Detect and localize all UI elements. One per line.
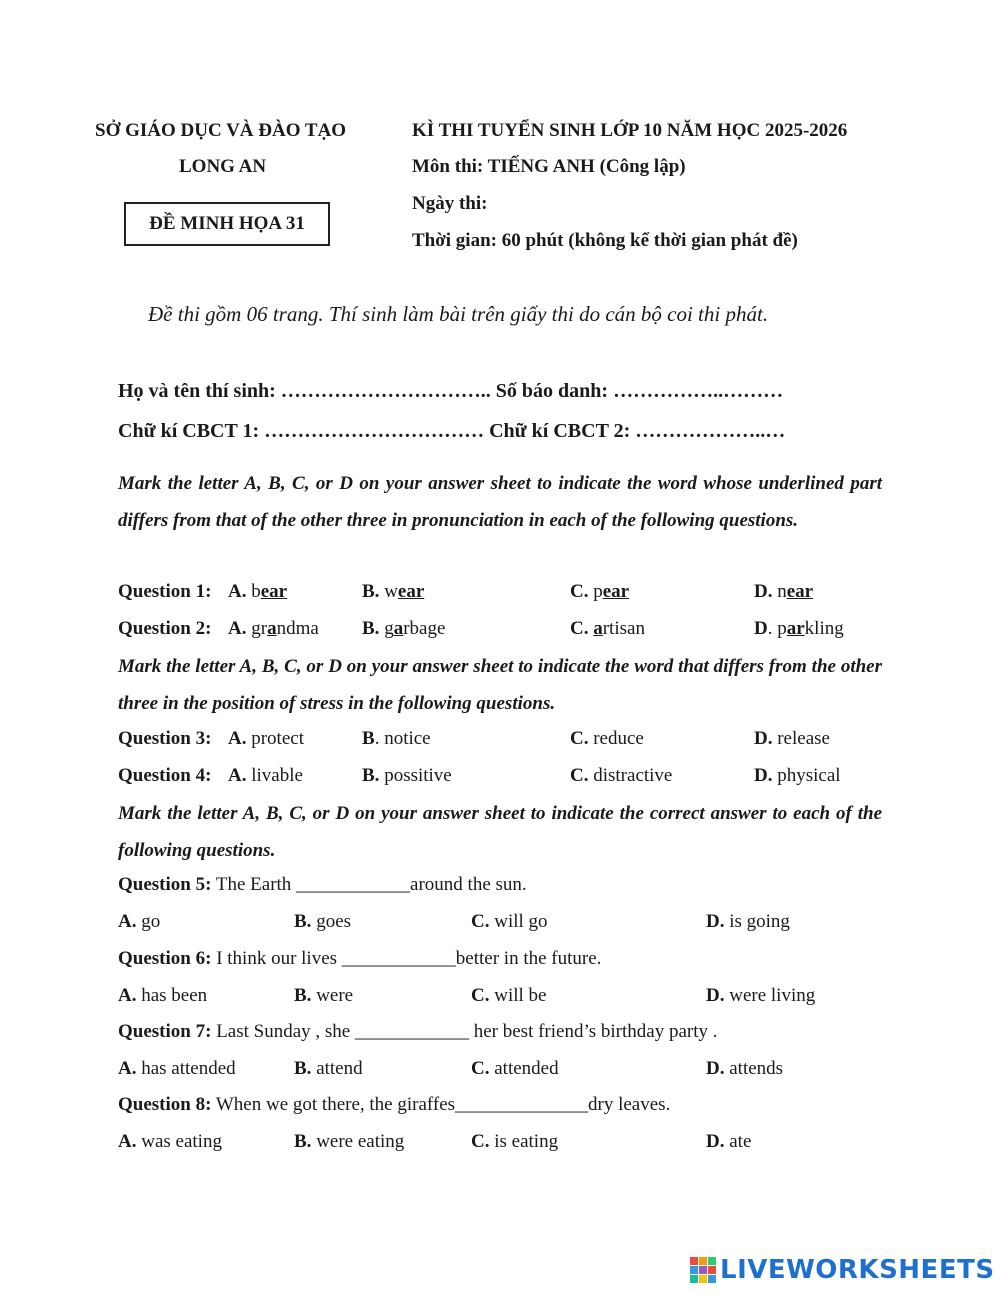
option-d: D. were living: [706, 985, 816, 1006]
option-a: A. has attended: [118, 1058, 236, 1079]
exam-duration: Thời gian: 60 phút (không kể thời gian phát đề): [412, 230, 798, 251]
liveworksheets-logo[interactable]: [690, 1255, 995, 1285]
option-b: B. wear: [362, 581, 425, 602]
exam-note: Đề thi gồm 06 trang. Thí sinh làm bài trên giấy thi do cán bộ coi thi phát.: [148, 302, 769, 326]
logo-text: LIVEWORKSHEETS: [720, 1255, 995, 1285]
exam-date: Ngày thi:: [412, 193, 488, 214]
question-text: The Earth ____________around the sun.: [215, 874, 527, 895]
option-c: C. pear: [570, 581, 630, 602]
option-b: B. possitive: [362, 765, 452, 786]
option-d: D. release: [754, 728, 830, 749]
option-c: C. is eating: [471, 1131, 559, 1152]
question-label: Question 2:: [118, 618, 212, 639]
option-a: A. livable: [228, 765, 303, 786]
option-c: C. artisan: [570, 618, 645, 639]
question-text: When we got there, the giraffes______________dry leaves.: [215, 1094, 671, 1115]
option-b: B. were: [294, 985, 354, 1006]
option-c: C. will go: [471, 911, 548, 932]
question-label: Question 5:: [118, 874, 212, 895]
question-8-stem: [118, 1094, 882, 1124]
option-d: D. parkling: [754, 618, 844, 639]
option-c: C. reduce: [570, 728, 644, 749]
option-a: A. bear: [228, 581, 288, 602]
instruction-stress: Mark the letter A, B, C, or D on your answer sheet to indicate the word that differs from the other three in the position of stress in the following questions.: [118, 656, 882, 714]
question-label: Question 1:: [118, 581, 212, 602]
option-b: B. attend: [294, 1058, 363, 1079]
option-d: D. attends: [706, 1058, 784, 1079]
option-d: D. near: [754, 581, 814, 602]
question-label: Question 3:: [118, 728, 212, 749]
question-5-stem: [118, 874, 882, 904]
question-text: I think our lives ____________better in the future.: [216, 948, 602, 969]
question-6-stem: [118, 948, 882, 978]
exam-code-box: [124, 202, 330, 246]
department-name: SỞ GIÁO DỤC VÀ ĐÀO TẠO: [95, 120, 347, 141]
instruction-correct-answer: Mark the letter A, B, C, or D on your answer sheet to indicate the correct answer to each of the following questions.: [118, 803, 882, 861]
option-a: A. was eating: [118, 1131, 222, 1152]
question-label: Question 4:: [118, 765, 212, 786]
question-text: Last Sunday , she ____________ her best friend’s birthday party .: [216, 1021, 718, 1042]
option-b: B. notice: [362, 728, 431, 749]
option-c: C. attended: [471, 1058, 559, 1079]
logo-grid-icon: [690, 1257, 716, 1283]
option-c: C. distractive: [570, 765, 673, 786]
question-label: Question 7:: [118, 1021, 212, 1042]
option-a: A. has been: [118, 985, 208, 1006]
option-d: D. ate: [706, 1131, 752, 1152]
option-a: A. protect: [228, 728, 304, 749]
option-a: A. go: [118, 911, 161, 932]
question-label: Question 8:: [118, 1094, 212, 1115]
question-label: Question 6:: [118, 948, 212, 969]
option-b: B. garbage: [362, 618, 446, 639]
instruction-pronunciation: Mark the letter A, B, C, or D on your answer sheet to indicate the word whose underlined part differs from that of the other three in pronunciation in each of the following questions.: [118, 473, 882, 531]
question-7-stem: [118, 1021, 882, 1051]
exam-subject: Môn thi: TIẾNG ANH (Công lập): [412, 156, 686, 177]
option-b: B. were eating: [294, 1131, 405, 1152]
option-d: D. is going: [706, 911, 790, 932]
exam-title: KÌ THI TUYỂN SINH LỚP 10 NĂM HỌC 2025-2026: [412, 120, 848, 141]
candidate-name-line: Họ và tên thí sinh: ………………………….. Số báo danh: ……………..………: [118, 380, 784, 402]
option-a: A. grandma: [228, 618, 319, 639]
exam-code: ĐỀ MINH HỌA 31: [149, 213, 305, 234]
option-b: B. goes: [294, 911, 352, 932]
option-d: D. physical: [754, 765, 841, 786]
signature-line: Chữ kí CBCT 1: …………………………… Chữ kí CBCT 2: ………………..…: [118, 420, 786, 442]
province-name: LONG AN: [179, 156, 267, 177]
option-c: C. will be: [471, 985, 547, 1006]
